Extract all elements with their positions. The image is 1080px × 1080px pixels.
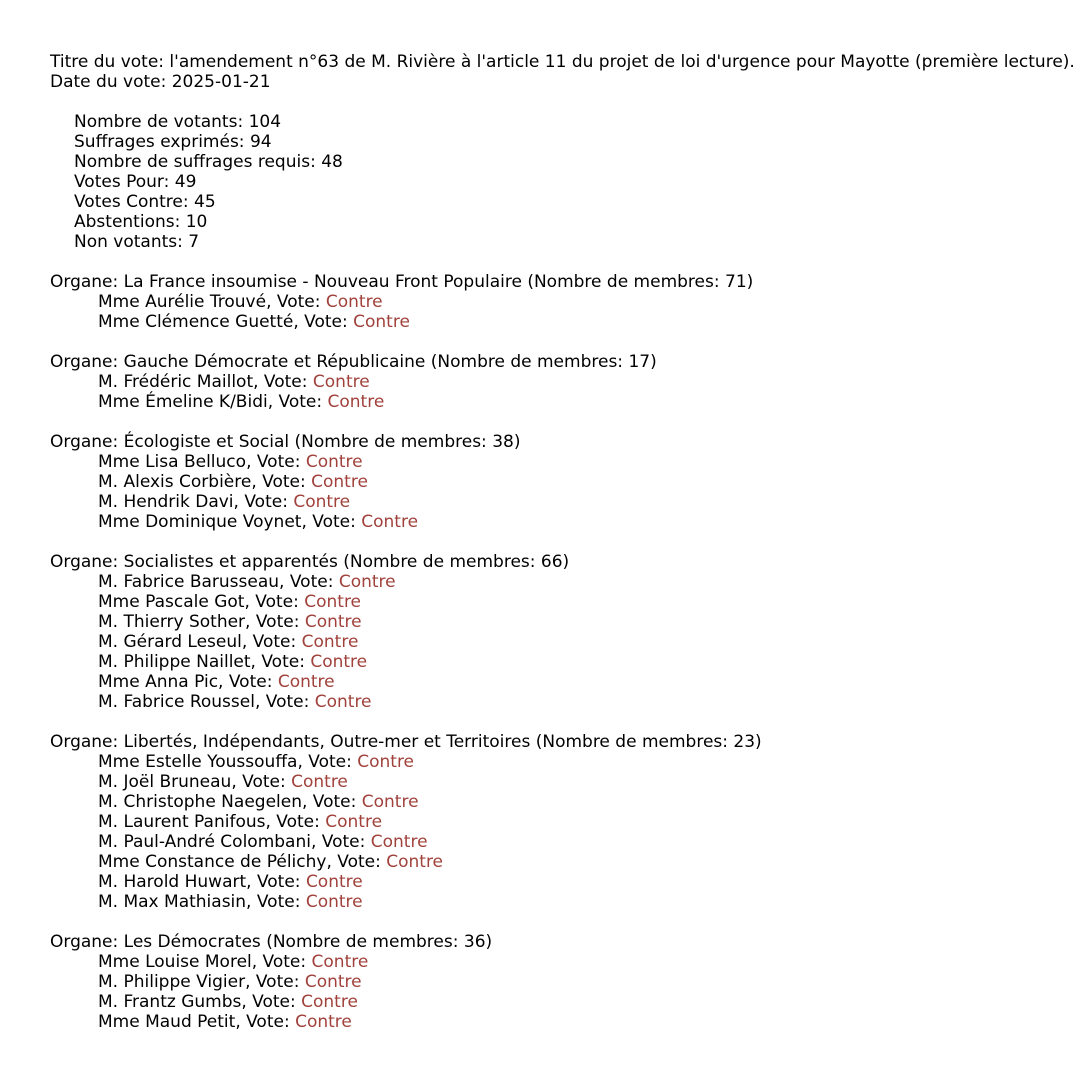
stat-non-votants — [50, 232, 1030, 252]
stat-votants — [50, 112, 1030, 132]
spacer — [50, 92, 1030, 112]
organe-header — [50, 552, 1030, 572]
member-vote: Contre — [353, 312, 410, 332]
member-name: M. Joël Bruneau — [98, 772, 232, 792]
organe-section — [50, 552, 1030, 712]
member-name: Mme Estelle Youssouffa — [98, 752, 298, 772]
vote-date — [50, 72, 1030, 92]
members-prefix: (Nombre de membres: — [527, 272, 720, 292]
vote-separator: , Vote: — [246, 872, 301, 892]
members-suffix: ) — [755, 732, 762, 752]
member-vote: Contre — [370, 832, 428, 852]
members-prefix: (Nombre de membres: — [343, 552, 536, 572]
stat-abstentions — [50, 212, 1030, 232]
spacer — [50, 412, 1030, 432]
member-vote: Contre — [304, 612, 362, 632]
member-row — [50, 632, 1030, 652]
member-name: M. Fabrice Barusseau — [98, 572, 280, 592]
member-row — [50, 952, 1030, 972]
stat-label: Nombre de votants: — [74, 112, 244, 132]
stat-requis — [50, 152, 1030, 172]
organe-header — [50, 432, 1030, 452]
vote-separator: , Vote: — [301, 792, 357, 812]
member-row — [50, 472, 1030, 492]
vote-separator: , Vote: — [246, 452, 301, 472]
organe-section — [50, 932, 1030, 1032]
member-vote: Contre — [304, 972, 362, 992]
member-row — [50, 892, 1030, 912]
member-name: M. Fabrice Roussel — [98, 692, 255, 712]
member-row — [50, 672, 1030, 692]
member-vote: Contre — [357, 752, 415, 772]
vote-separator: , Vote: — [251, 472, 306, 492]
member-name: M. Frantz Gumbs — [98, 992, 242, 1012]
members-suffix: ) — [513, 432, 521, 452]
member-vote: Contre — [361, 512, 419, 532]
stat-label: Votes Contre: — [74, 192, 189, 212]
vote-title-label: Titre du vote: — [50, 52, 165, 72]
spacer — [50, 712, 1030, 732]
organe-label: Organe: — [50, 352, 119, 372]
organe-label: Organe: — [50, 552, 119, 572]
organe-name: Écologiste et Social — [123, 432, 290, 452]
member-name: Mme Clémence Guetté — [98, 312, 294, 332]
organe-header — [50, 732, 1030, 752]
member-row — [50, 1012, 1030, 1032]
stat-value: 45 — [194, 192, 216, 212]
member-row — [50, 292, 1030, 312]
organe-label: Organe: — [50, 432, 119, 452]
member-row — [50, 812, 1030, 832]
member-vote: Contre — [325, 812, 383, 832]
vote-separator: , Vote: — [233, 492, 288, 512]
vote-separator: , Vote: — [254, 692, 310, 712]
organe-name: Gauche Démocrate et Républicaine — [123, 352, 426, 372]
member-row — [50, 372, 1030, 392]
vote-separator: , Vote: — [326, 852, 381, 872]
member-row — [50, 972, 1030, 992]
member-row — [50, 612, 1030, 632]
member-vote: Contre — [304, 592, 362, 612]
stat-value: 10 — [185, 212, 208, 232]
stat-value: 49 — [174, 172, 197, 192]
member-row — [50, 592, 1030, 612]
member-name: M. Christophe Naegelen — [98, 792, 302, 812]
members-count: 23 — [733, 732, 756, 752]
stat-label: Nombre de suffrages requis: — [74, 152, 316, 172]
stat-label: Non votants: — [74, 232, 183, 252]
member-row — [50, 992, 1030, 1012]
members-suffix: ) — [485, 932, 493, 952]
members-count: 17 — [628, 352, 651, 372]
member-row — [50, 312, 1030, 332]
organe-section — [50, 732, 1030, 912]
stat-label: Votes Pour: — [74, 172, 170, 192]
member-vote: Contre — [305, 892, 363, 912]
member-name: Mme Anna Pic — [98, 672, 219, 692]
member-name: M. Philippe Naillet — [98, 652, 251, 672]
member-name: Mme Aurélie Trouvé — [98, 292, 267, 312]
vote-separator: , Vote: — [244, 592, 299, 612]
member-name: M. Philippe Vigier — [98, 972, 246, 992]
stat-value: 94 — [249, 132, 272, 152]
member-name: M. Alexis Corbière — [98, 472, 252, 492]
stat-label: Suffrages exprimés: — [74, 132, 245, 152]
member-vote: Contre — [277, 672, 335, 692]
member-name: Mme Émeline K/Bidi — [98, 392, 268, 412]
stat-label: Abstentions: — [74, 212, 181, 232]
members-count: 38 — [492, 432, 514, 452]
member-vote: Contre — [301, 992, 358, 1012]
organe-header — [50, 352, 1030, 372]
member-name: Mme Pascale Got — [98, 592, 245, 612]
members-count: 36 — [463, 932, 486, 952]
member-vote: Contre — [361, 792, 419, 812]
member-vote: Contre — [312, 372, 370, 392]
member-name: M. Max Mathiasin — [98, 892, 247, 912]
organe-name: Libertés, Indépendants, Outre-mer et Territoires — [123, 732, 531, 752]
vote-date-value: 2025-01-21 — [171, 72, 271, 92]
member-row — [50, 512, 1030, 532]
organe-section — [50, 432, 1030, 532]
member-name: M. Hendrik Davi — [98, 492, 234, 512]
member-name: Mme Lisa Belluco — [98, 452, 247, 472]
member-vote: Contre — [291, 772, 348, 792]
member-row — [50, 872, 1030, 892]
vote-separator: , Vote: — [293, 312, 348, 332]
organe-name: Les Démocrates — [123, 932, 261, 952]
vote-separator: , Vote: — [253, 372, 308, 392]
vote-separator: , Vote: — [279, 572, 334, 592]
stat-contre — [50, 192, 1030, 212]
vote-title-text: l'amendement n°63 de M. Rivière à l'article 11 du projet de loi d'urgence pour Mayotte (première lecture). — [169, 52, 1075, 72]
members-prefix: (Nombre de membres: — [430, 352, 624, 372]
member-name: Mme Constance de Pélichy — [98, 852, 327, 872]
member-row — [50, 692, 1030, 712]
member-row — [50, 752, 1030, 772]
vote-separator: , Vote: — [241, 992, 296, 1012]
vote-separator: , Vote: — [297, 752, 352, 772]
vote-separator: , Vote: — [245, 972, 300, 992]
member-row — [50, 852, 1030, 872]
vote-stats — [50, 112, 1030, 252]
members-count: 71 — [725, 272, 747, 292]
member-name: M. Gérard Leseul — [98, 632, 242, 652]
vote-separator: , Vote: — [251, 952, 307, 972]
member-row — [50, 572, 1030, 592]
member-vote: Contre — [327, 392, 385, 412]
stat-exprimes — [50, 132, 1030, 152]
members-count: 66 — [540, 552, 563, 572]
vote-separator: , Vote: — [235, 1012, 290, 1032]
member-vote: Contre — [305, 872, 363, 892]
organe-label: Organe: — [50, 732, 119, 752]
vote-separator: , Vote: — [301, 512, 356, 532]
organe-section — [50, 352, 1030, 412]
vote-separator: , Vote: — [241, 632, 297, 652]
member-row — [50, 652, 1030, 672]
member-name: M. Paul-André Colombani — [98, 832, 311, 852]
vote-date-label: Date du vote: — [50, 72, 167, 92]
member-name: M. Harold Huwart — [98, 872, 247, 892]
organe-section — [50, 272, 1030, 332]
vote-separator: , Vote: — [231, 772, 286, 792]
groups-list — [50, 252, 1030, 1032]
member-row — [50, 392, 1030, 412]
organe-label: Organe: — [50, 932, 119, 952]
vote-separator: , Vote: — [267, 392, 323, 412]
member-name: Mme Maud Petit — [98, 1012, 236, 1032]
members-suffix: ) — [746, 272, 754, 292]
member-name: Mme Dominique Voynet — [98, 512, 302, 532]
spacer — [50, 532, 1030, 552]
members-prefix: (Nombre de membres: — [535, 732, 728, 752]
member-row — [50, 492, 1030, 512]
spacer — [50, 252, 1030, 272]
stat-value: 7 — [188, 232, 200, 252]
vote-separator: , Vote: — [265, 812, 320, 832]
member-vote: Contre — [338, 572, 396, 592]
member-vote: Contre — [310, 652, 368, 672]
stat-value: 48 — [321, 152, 343, 172]
member-vote: Contre — [305, 452, 363, 472]
vote-separator: , Vote: — [246, 892, 301, 912]
member-vote: Contre — [295, 1012, 352, 1032]
member-name: M. Thierry Sother — [98, 612, 246, 632]
organe-name: Socialistes et apparentés — [123, 552, 338, 572]
vote-separator: , Vote: — [218, 672, 273, 692]
member-vote: Contre — [311, 952, 369, 972]
members-prefix: (Nombre de membres: — [266, 932, 459, 952]
spacer — [50, 332, 1030, 352]
member-vote: Contre — [386, 852, 444, 872]
member-row — [50, 792, 1030, 812]
vote-title — [50, 52, 1080, 72]
member-name: M. Laurent Panifous — [98, 812, 266, 832]
stat-pour — [50, 172, 1030, 192]
vote-separator: , Vote: — [266, 292, 321, 312]
member-name: M. Frédéric Maillot — [98, 372, 254, 392]
organe-label: Organe: — [50, 272, 119, 292]
member-name: Mme Louise Morel — [98, 952, 252, 972]
members-suffix: ) — [650, 352, 657, 372]
spacer — [50, 912, 1030, 932]
member-row — [50, 832, 1030, 852]
organe-name: La France insoumise - Nouveau Front Populaire — [123, 272, 522, 292]
members-suffix: ) — [562, 552, 570, 572]
member-vote: Contre — [293, 492, 351, 512]
members-prefix: (Nombre de membres: — [294, 432, 487, 452]
member-vote: Contre — [311, 472, 368, 492]
vote-separator: , Vote: — [245, 612, 300, 632]
member-vote: Contre — [301, 632, 359, 652]
organe-header — [50, 272, 1030, 292]
member-row — [50, 452, 1030, 472]
vote-separator: , Vote: — [250, 652, 305, 672]
member-vote: Contre — [314, 692, 372, 712]
member-vote: Contre — [325, 292, 383, 312]
member-row — [50, 772, 1030, 792]
organe-header — [50, 932, 1030, 952]
stat-value: 104 — [248, 112, 282, 132]
vote-separator: , Vote: — [310, 832, 366, 852]
